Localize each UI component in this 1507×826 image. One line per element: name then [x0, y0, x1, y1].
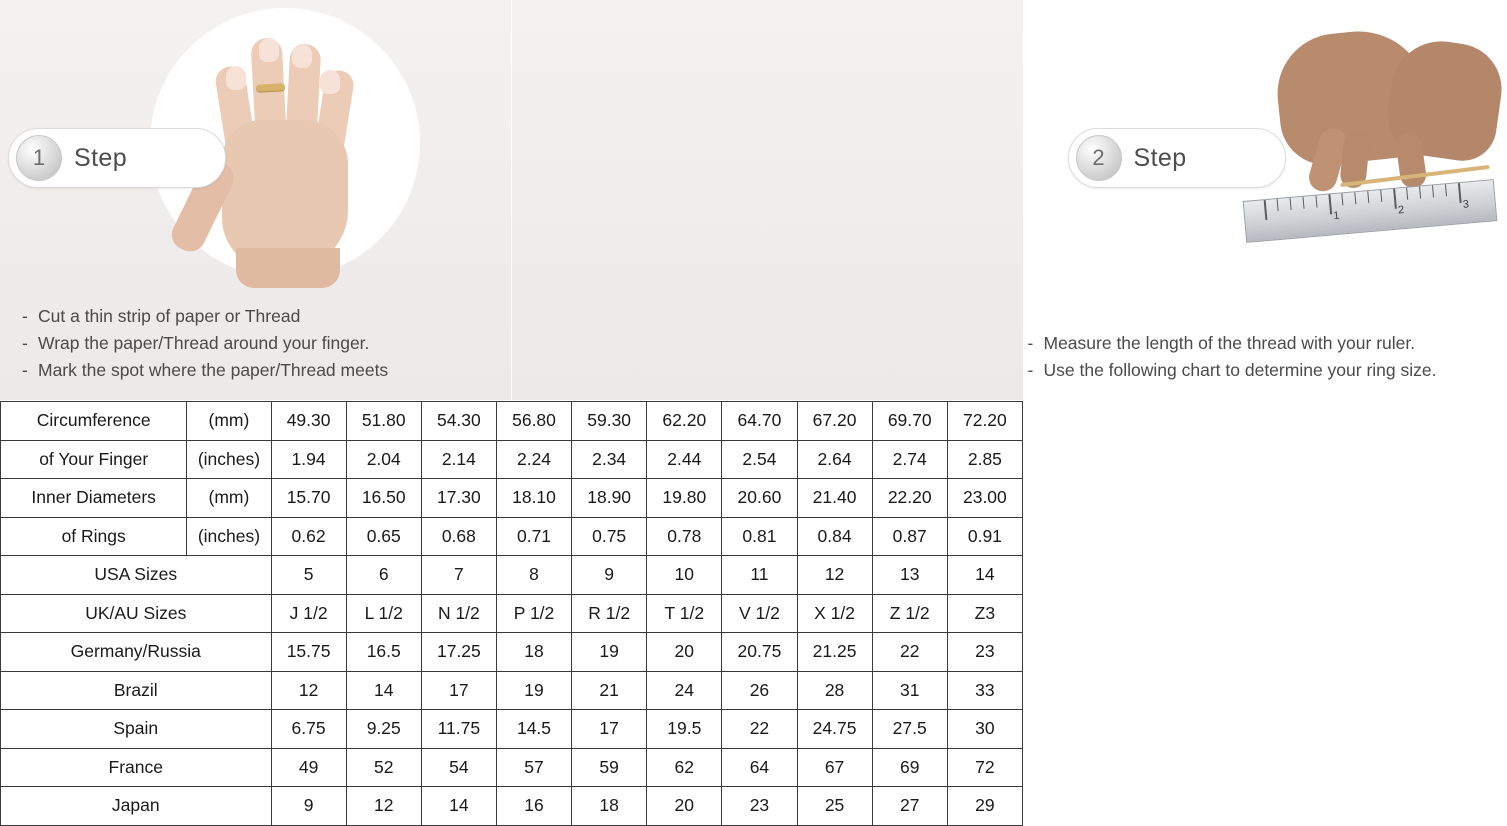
row-label: Japan	[1, 787, 272, 826]
step-1-bullet-3: - Mark the spot where the paper/Thread meets	[22, 360, 389, 380]
table-cell: 9	[572, 556, 647, 595]
table-cell: 67.20	[797, 402, 872, 441]
row-label: France	[1, 748, 272, 787]
wrist	[236, 248, 340, 288]
table-cell: 0.91	[947, 517, 1022, 556]
table-cell: 21	[572, 671, 647, 710]
table-cell: 0.62	[271, 517, 346, 556]
table-cell: 2.14	[421, 440, 496, 479]
table-cell: 0.84	[797, 517, 872, 556]
table-row	[1, 748, 1023, 787]
table-cell: Z 1/2	[872, 594, 947, 633]
row-label: Inner Diameters	[1, 479, 187, 518]
table-cell: R 1/2	[572, 594, 647, 633]
table-cell: 18	[572, 787, 647, 826]
table-cell: Z3	[947, 594, 1022, 633]
table-cell: 59	[572, 748, 647, 787]
ring-size-table	[0, 401, 1023, 826]
step-2-panel	[511, 0, 1469, 400]
table-cell: 27.5	[872, 710, 947, 749]
table-cell: 9.25	[346, 710, 421, 749]
table-cell: J 1/2	[271, 594, 346, 633]
step-1-label: Step	[74, 143, 128, 172]
table-cell: 17.25	[421, 633, 496, 672]
table-cell: 21.40	[797, 479, 872, 518]
step-2-number: 2	[1076, 135, 1122, 181]
table-cell: 21.25	[797, 633, 872, 672]
table-cell: T 1/2	[647, 594, 722, 633]
step-1-number: 1	[16, 135, 62, 181]
table-cell: 0.87	[872, 517, 947, 556]
table-cell: 13	[872, 556, 947, 595]
row-unit: (mm)	[187, 479, 271, 518]
table-cell: 22.20	[872, 479, 947, 518]
table-row	[1, 710, 1023, 749]
nail-pinky	[226, 66, 246, 90]
table-cell: 11.75	[421, 710, 496, 749]
table-cell: 14	[346, 671, 421, 710]
table-cell: 72.20	[947, 402, 1022, 441]
step-2-bullet-1: - Measure the length of the thread with your ruler.	[1027, 333, 1416, 353]
table-cell: 57	[496, 748, 571, 787]
row-label: USA Sizes	[1, 556, 272, 595]
table-cell: 2.54	[722, 440, 797, 479]
table-cell: N 1/2	[421, 594, 496, 633]
row-label: Spain	[1, 710, 272, 749]
table-cell: 12	[346, 787, 421, 826]
row-label-continued: of Your Finger	[1, 440, 187, 479]
table-cell: 7	[421, 556, 496, 595]
table-cell: 2.24	[496, 440, 571, 479]
table-cell: 12	[797, 556, 872, 595]
table-row	[1, 787, 1023, 826]
table-cell: 0.65	[346, 517, 421, 556]
table-cell: 0.75	[572, 517, 647, 556]
table-cell: 5	[271, 556, 346, 595]
table-cell: 18	[496, 633, 571, 672]
table-row	[1, 556, 1023, 595]
step-1-panel	[0, 0, 511, 400]
table-cell: 49.30	[271, 402, 346, 441]
nail-middle	[292, 44, 312, 68]
table-cell: 72	[947, 748, 1022, 787]
table-cell: 20.75	[722, 633, 797, 672]
table-cell: 0.68	[421, 517, 496, 556]
table-cell: 17	[572, 710, 647, 749]
table-cell: 9	[271, 787, 346, 826]
table-row	[1, 479, 1023, 518]
table-cell: 2.85	[947, 440, 1022, 479]
table-cell: 59.30	[572, 402, 647, 441]
table-cell: 19	[572, 633, 647, 672]
table-cell: 2.04	[346, 440, 421, 479]
table-cell: 15.70	[271, 479, 346, 518]
table-cell: 28	[797, 671, 872, 710]
table-cell: 8	[496, 556, 571, 595]
ruler-mark-1: 1	[1332, 209, 1340, 223]
table-cell: 12	[271, 671, 346, 710]
step-2-instructions	[1028, 330, 1437, 384]
table-cell: 14	[947, 556, 1022, 595]
table-body	[1, 402, 1023, 826]
table-cell: 69.70	[872, 402, 947, 441]
table-cell: 27	[872, 787, 947, 826]
ruler-mark-2: 2	[1397, 204, 1405, 217]
table-cell: 23.00	[947, 479, 1022, 518]
table-row	[1, 517, 1023, 556]
row-label: Circumference	[1, 402, 187, 441]
table-cell: 18.10	[496, 479, 571, 518]
table-cell: 1.94	[271, 440, 346, 479]
table-cell: 16	[496, 787, 571, 826]
table-cell: 6	[346, 556, 421, 595]
steps-section	[0, 0, 1469, 400]
table-cell: 31	[872, 671, 947, 710]
table-cell: 33	[947, 671, 1022, 710]
table-cell: 14.5	[496, 710, 571, 749]
table-row	[1, 402, 1023, 441]
table-cell: 2.64	[797, 440, 872, 479]
table-cell: 16.50	[346, 479, 421, 518]
table-cell: 17	[421, 671, 496, 710]
step-2-badge	[1068, 128, 1286, 188]
table-cell: 52	[346, 748, 421, 787]
row-label: Germany/Russia	[1, 633, 272, 672]
step-2-bullet-2: - Use the following chart to determine your ring size.	[1027, 360, 1437, 380]
table-cell: 69	[872, 748, 947, 787]
table-cell: 22	[872, 633, 947, 672]
table-row	[1, 594, 1023, 633]
table-cell: 10	[647, 556, 722, 595]
table-cell: 25	[797, 787, 872, 826]
step-1-bullet-1: - Cut a thin strip of paper or Thread	[22, 306, 301, 326]
ruler-mark-3: 3	[1461, 198, 1469, 211]
table-cell: 64	[722, 748, 797, 787]
table-cell: 24.75	[797, 710, 872, 749]
table-cell: 29	[947, 787, 1022, 826]
table-cell: 20	[647, 633, 722, 672]
table-cell: 30	[947, 710, 1022, 749]
table-cell: 2.74	[872, 440, 947, 479]
table-cell: 11	[722, 556, 797, 595]
table-cell: 56.80	[496, 402, 571, 441]
table-cell: P 1/2	[496, 594, 571, 633]
nail-index	[320, 70, 340, 94]
nail-ring	[259, 38, 279, 62]
table-cell: 15.75	[271, 633, 346, 672]
table-cell: 19	[496, 671, 571, 710]
step-1-badge	[8, 128, 226, 188]
table-cell: 67	[797, 748, 872, 787]
table-cell: 62.20	[647, 402, 722, 441]
table-cell: 23	[947, 633, 1022, 672]
row-label: Brazil	[1, 671, 272, 710]
table-cell: 0.71	[496, 517, 571, 556]
table-cell: 24	[647, 671, 722, 710]
table-cell: 62	[647, 748, 722, 787]
table-cell: 2.34	[572, 440, 647, 479]
ruler	[1242, 179, 1497, 243]
table-cell: 54.30	[421, 402, 496, 441]
table-cell: 54	[421, 748, 496, 787]
row-unit: (mm)	[187, 402, 271, 441]
step-1-bullet-2: - Wrap the paper/Thread around your finger.	[22, 333, 370, 353]
table-cell: V 1/2	[722, 594, 797, 633]
step-2-label: Step	[1133, 143, 1187, 172]
table-cell: 19.80	[647, 479, 722, 518]
table-row	[1, 633, 1023, 672]
table-cell: 20.60	[722, 479, 797, 518]
row-unit: (inches)	[187, 440, 271, 479]
table-cell: 51.80	[346, 402, 421, 441]
table-cell: 20	[647, 787, 722, 826]
table-cell: 18.90	[572, 479, 647, 518]
table-cell: 17.30	[421, 479, 496, 518]
table-cell: 14	[421, 787, 496, 826]
table-cell: 64.70	[722, 402, 797, 441]
row-label-continued: of Rings	[1, 517, 187, 556]
table-cell: 16.5	[346, 633, 421, 672]
table-cell: 0.81	[722, 517, 797, 556]
table-cell: 49	[271, 748, 346, 787]
table-cell: 2.44	[647, 440, 722, 479]
table-cell: 23	[722, 787, 797, 826]
table-cell: 6.75	[271, 710, 346, 749]
table-cell: 26	[722, 671, 797, 710]
table-cell: 0.78	[647, 517, 722, 556]
table-cell: X 1/2	[797, 594, 872, 633]
table-row	[1, 440, 1023, 479]
table-cell: 19.5	[647, 710, 722, 749]
table-cell: 22	[722, 710, 797, 749]
table-cell: L 1/2	[346, 594, 421, 633]
step-1-instructions	[22, 303, 388, 384]
row-unit: (inches)	[187, 517, 271, 556]
table-row	[1, 671, 1023, 710]
row-label: UK/AU Sizes	[1, 594, 272, 633]
